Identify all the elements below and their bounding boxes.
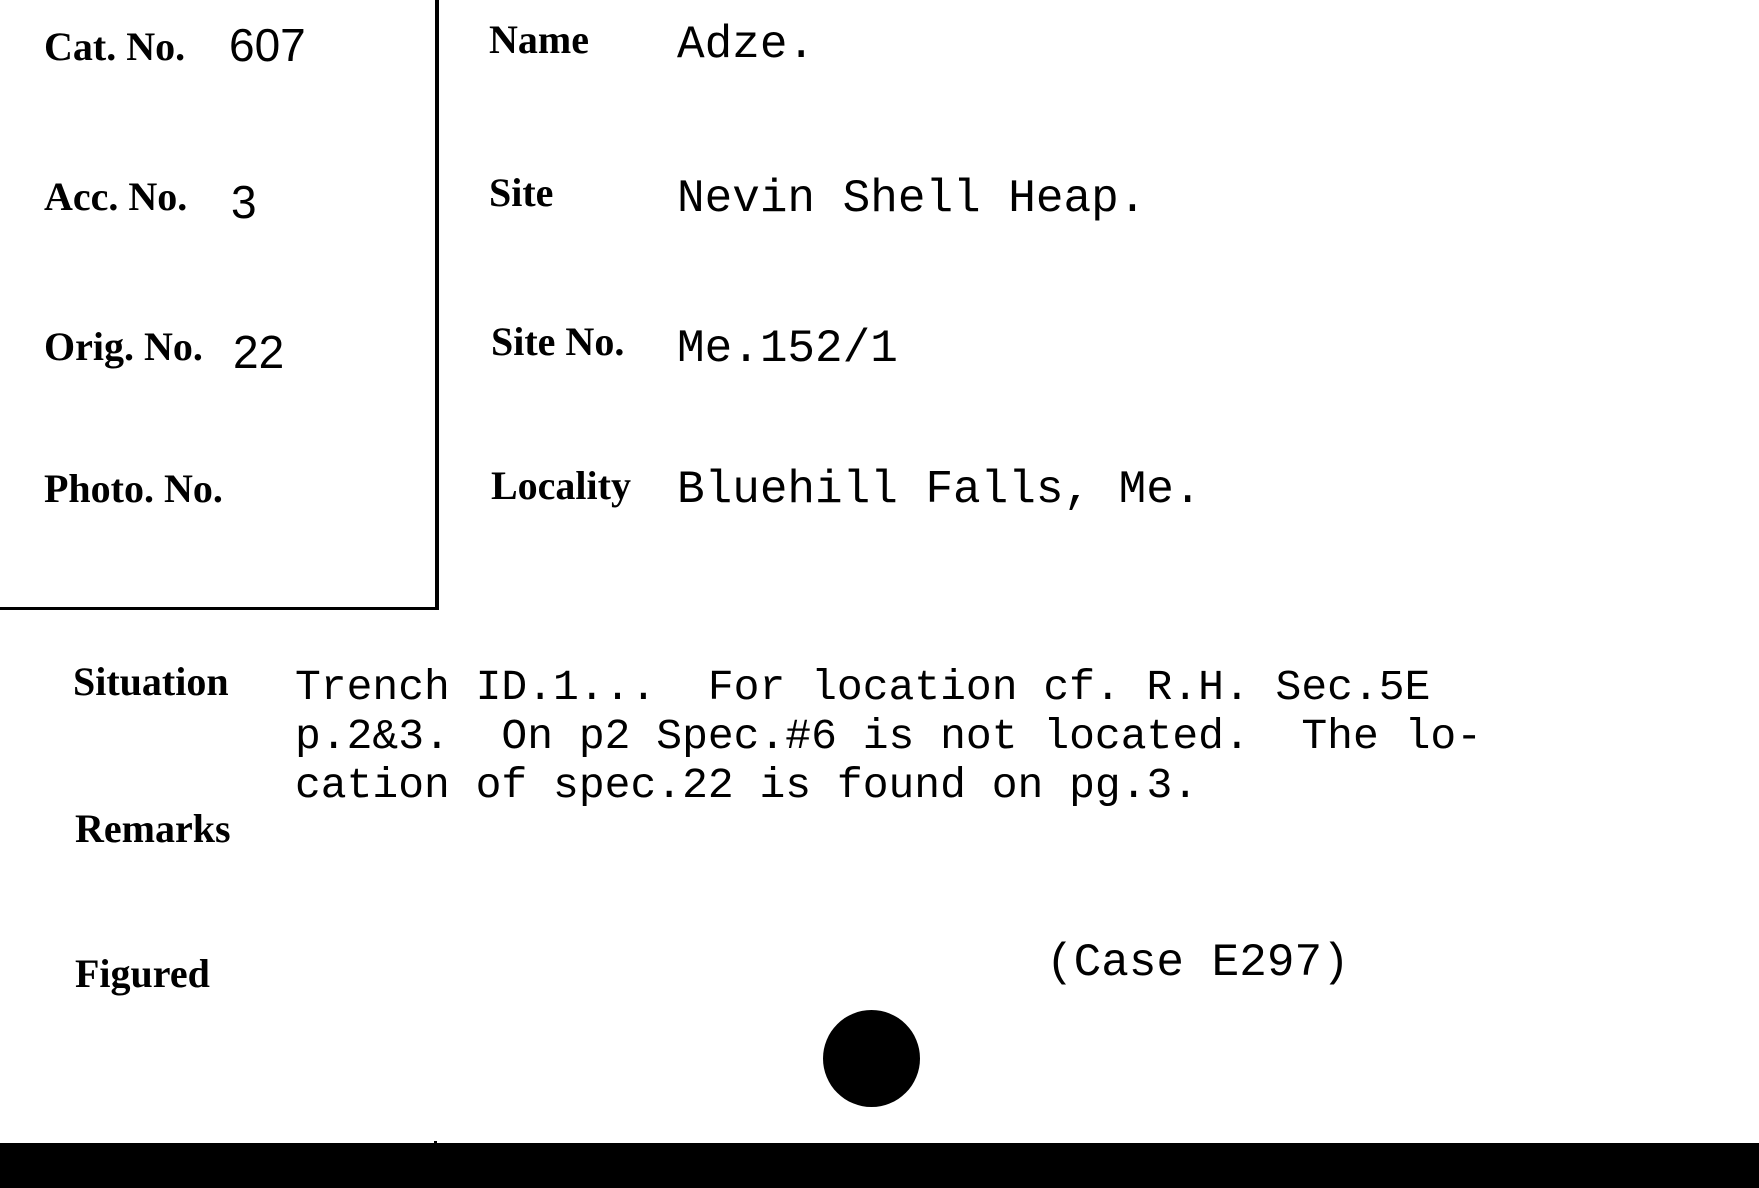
locality-label: Locality: [491, 463, 631, 508]
punch-hole: [823, 1010, 920, 1107]
photo-no-label: Photo. No.: [44, 466, 223, 511]
situation-line: cation of spec.22 is found on pg.3.: [295, 761, 1199, 810]
catalog-numbers-box: [0, 0, 439, 610]
site-no-label: Site No.: [491, 319, 625, 364]
name-label: Name: [489, 17, 589, 62]
card-bottom-edge: [0, 1143, 1759, 1188]
situation-label: Situation: [73, 659, 229, 704]
acc-no-label: Acc. No.: [44, 174, 188, 219]
cat-no-label: Cat. No.: [44, 24, 186, 69]
case-note: (Case E297): [1046, 937, 1350, 989]
orig-no-label: Orig. No.: [44, 324, 203, 369]
locality-value: Bluehill Falls, Me.: [677, 464, 1202, 516]
cat-no-value: 607: [229, 19, 306, 71]
remarks-label: Remarks: [75, 806, 231, 851]
situation-text: [295, 663, 1482, 810]
site-no-value: Me.152/1: [677, 323, 898, 375]
acc-no-value: 3: [231, 176, 257, 228]
orig-no-value: 22: [233, 326, 285, 378]
situation-line: Trench ID.1... For location cf. R.H. Sec.5E: [295, 663, 1431, 712]
situation-line: p.2&3. On p2 Spec.#6 is not located. The lo-: [295, 712, 1482, 761]
site-value: Nevin Shell Heap.: [677, 173, 1147, 225]
site-label: Site: [489, 170, 554, 215]
name-value: Adze.: [677, 19, 816, 71]
figured-label: Figured: [75, 951, 210, 996]
